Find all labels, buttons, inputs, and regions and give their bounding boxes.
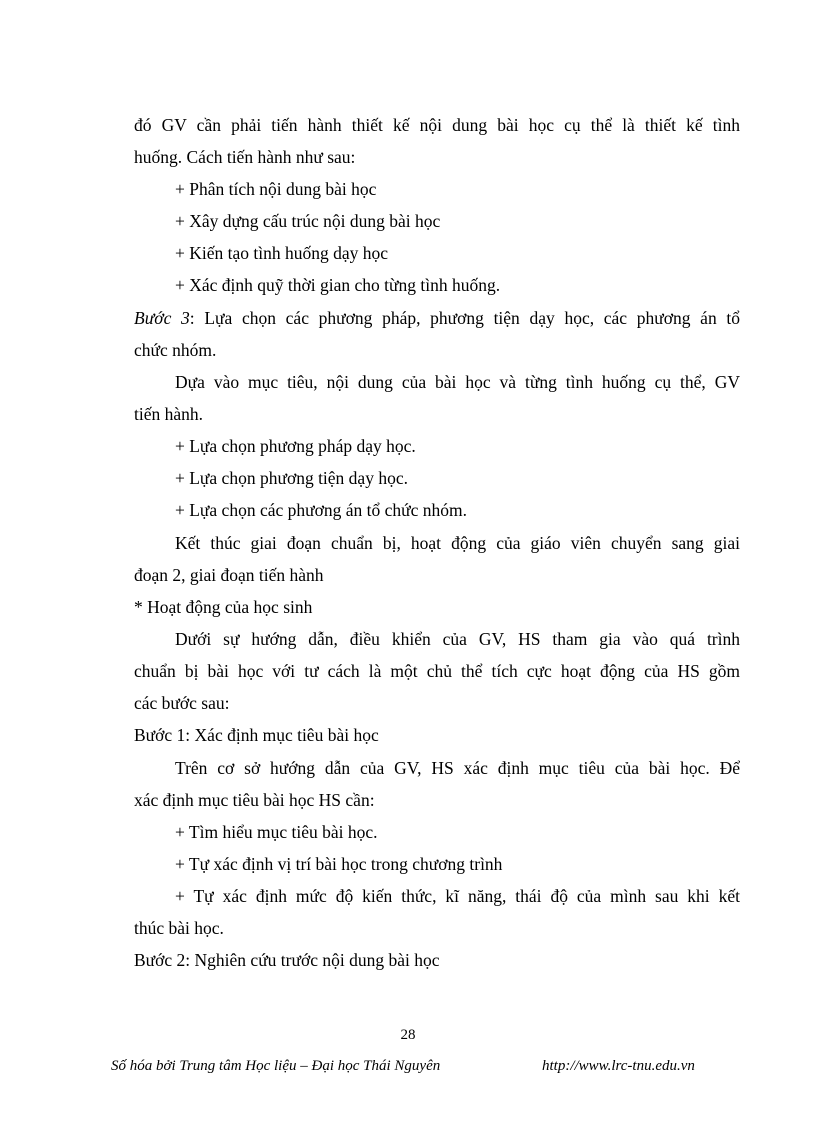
bullet-item: + Lựa chọn phương pháp dạy học. — [175, 436, 416, 456]
step3-line — [134, 306, 740, 330]
paragraph-line: Kết thúc giai đoạn chuẩn bị, hoạt động của giáo viên chuyển sang giai — [175, 533, 740, 553]
paragraph-line: Dựa vào mục tiêu, nội dung của bài học và từng tình huống cụ thể, GV — [175, 372, 740, 392]
paragraph-line: xác định mục tiêu bài học HS cần: — [134, 790, 375, 810]
paragraph-line: đoạn 2, giai đoạn tiến hành — [134, 565, 324, 585]
bullet-item: + Tự xác định mức độ kiến thức, kĩ năng, thái độ của mình sau khi kết — [175, 886, 740, 906]
bullet-item: + Phân tích nội dung bài học — [175, 179, 377, 199]
paragraph-line: chức nhóm. — [134, 340, 217, 360]
step3-label: Bước 3 — [134, 308, 190, 328]
footer-url[interactable]: http://www.lrc-tnu.edu.vn — [542, 1058, 695, 1074]
bullet-item: + Lựa chọn các phương án tổ chức nhóm. — [175, 500, 468, 520]
footer-digitized-by: Số hóa bởi Trung tâm Học liệu – Đại học Thái Nguyên — [111, 1058, 441, 1074]
bullet-item: + Tự xác định vị trí bài học trong chương trình — [175, 854, 503, 874]
bullet-item: + Tìm hiểu mục tiêu bài học. — [175, 822, 378, 842]
paragraph-line: chuẩn bị bài học với tư cách là một chủ thể tích cực hoạt động của HS gồm — [134, 661, 740, 681]
paragraph-line: Dưới sự hướng dẫn, điều khiển của GV, HS tham gia vào quá trình — [175, 629, 740, 649]
step-heading: Bước 1: Xác định mục tiêu bài học — [134, 725, 379, 745]
paragraph-line: Trên cơ sở hướng dẫn của GV, HS xác định mục tiêu của bài học. Để — [175, 758, 740, 778]
paragraph-line: huống. Cách tiến hành như sau: — [134, 147, 356, 167]
page-number: 28 — [400, 1027, 416, 1043]
section-heading: * Hoạt động của học sinh — [134, 597, 313, 617]
paragraph-line: tiến hành. — [134, 404, 204, 424]
bullet-item: + Kiến tạo tình huống dạy học — [175, 243, 389, 263]
step-heading: Bước 2: Nghiên cứu trước nội dung bài học — [134, 950, 440, 970]
bullet-item: + Lựa chọn phương tiện dạy học. — [175, 468, 408, 488]
bullet-item: + Xây dựng cấu trúc nội dung bài học — [175, 211, 441, 231]
paragraph-line: đó GV cần phải tiến hành thiết kế nội dung bài học cụ thể là thiết kế tình — [134, 115, 740, 135]
bullet-item: + Xác định quỹ thời gian cho từng tình huống. — [175, 275, 501, 295]
step3-text: : Lựa chọn các phương pháp, phương tiện dạy học, các phương án tổ — [189, 308, 740, 328]
paragraph-line: thúc bài học. — [134, 918, 224, 938]
paragraph-line: các bước sau: — [134, 693, 230, 713]
